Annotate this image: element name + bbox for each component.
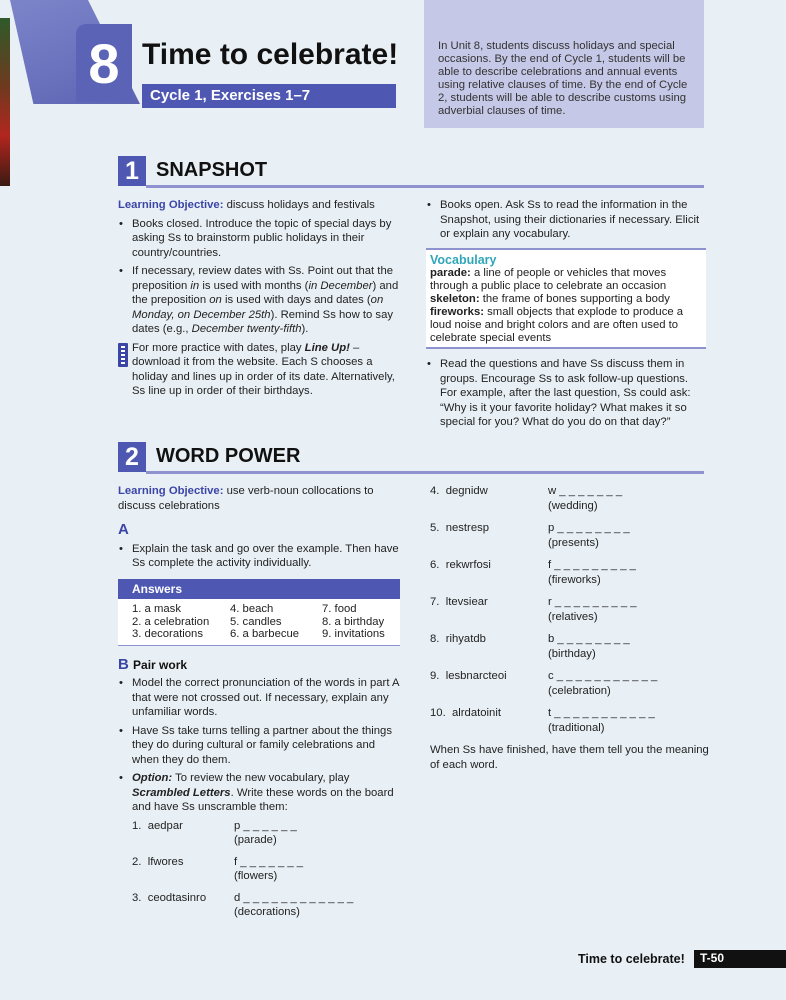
snapshot-right-column — [426, 198, 706, 434]
answers-title: Answers — [118, 579, 400, 600]
celebration-photo-edge — [0, 18, 10, 186]
scrambled-item: 7. ltevsiear r _ _ _ _ _ _ _ _ _ (relatives) — [430, 596, 637, 623]
word-power-right-column — [430, 484, 710, 776]
vocab-entry: skeleton: the frame of bones supporting a body — [430, 293, 670, 305]
list-item: • Have Ss take turns telling a partner about the things they do during cultural or family celebrations and when they do them. — [118, 724, 400, 768]
vocabulary-box — [426, 248, 706, 350]
unit-title: Time to celebrate! — [142, 38, 399, 71]
lo-text: discuss holidays and festivals — [223, 199, 375, 211]
section-number: 2 — [118, 442, 146, 472]
answer: 4. beach — [230, 603, 274, 615]
section-rule — [146, 471, 704, 474]
closing-instruction: When Ss have finished, have them tell you the meaning of each word. — [430, 744, 709, 771]
scrambled-item: 1. aedpar p _ _ _ _ _ _ (parade) — [132, 819, 297, 846]
lo-label: Learning Objective: — [118, 485, 224, 497]
answer: 7. food — [322, 603, 357, 615]
scrambled-item: 3. ceodtasinro d _ _ _ _ _ _ _ _ _ _ _ _ (decorations) — [132, 891, 354, 918]
answer: 3. decorations — [132, 628, 203, 640]
list-item: • Books open. Ask Ss to read the information in the Snapshot, using their dictionaries if necessary. Elicit or explain any vocabulary. — [426, 198, 706, 242]
section-title: WORD POWER — [156, 445, 301, 467]
footer-title: Time to celebrate! — [578, 952, 685, 966]
vocab-entry: parade: a line of people or vehicles that moves through a public place to celebrate an occasion — [430, 267, 667, 292]
scrambled-item: 2. lfwores f _ _ _ _ _ _ _ (flowers) — [132, 855, 304, 882]
part-a-label: A — [118, 521, 129, 538]
answer: 8. a birthday — [322, 615, 385, 628]
lo-label: Learning Objective: — [118, 199, 224, 211]
download-activity: For more practice with dates, play Line Up! – download it from the website. Each S chooses a holiday and lines up in order of its date. Alternatively, Ss line up in order of their birthdays. — [118, 341, 400, 399]
scrambled-item: 4. degnidw w _ _ _ _ _ _ _ (wedding) — [430, 485, 623, 512]
answer: 1. a mask — [132, 603, 181, 615]
answer: 9. invitations — [322, 628, 385, 640]
list-item: • Option: To review the new vocabulary, play Scrambled Letters. Write these words on the board and have Ss unscramble them: — [118, 771, 400, 815]
section-rule — [146, 185, 704, 188]
scrambled-item: 10. alrdatoinit t _ _ _ _ _ _ _ _ _ _ _ (traditional) — [430, 707, 655, 734]
lo-text: use verb-noun collocations to discuss celebrations — [118, 485, 374, 512]
scrambled-list-left — [118, 819, 400, 919]
page-number: T-50 — [694, 950, 786, 968]
section-header-word-power — [118, 442, 704, 474]
scrambled-item: 5. nestresp p _ _ _ _ _ _ _ _ (presents) — [430, 522, 630, 549]
answers-box — [118, 579, 400, 646]
list-item: • Explain the task and go over the example. Then have Ss complete the activity individually. — [118, 542, 400, 571]
word-power-left-column — [118, 484, 400, 927]
scrambled-item: 8. rihyatdb b _ _ _ _ _ _ _ _ (birthday) — [430, 633, 630, 660]
section-header-snapshot — [118, 156, 704, 188]
section-title: SNAPSHOT — [156, 159, 268, 181]
section-number: 1 — [118, 156, 146, 186]
list-item: • Model the correct pronunciation of the words in part A that were not crossed out. If necessary, explain any unfamiliar words. — [118, 676, 400, 720]
list-item: • Read the questions and have Ss discuss them in groups. Encourage Ss to ask follow-up questions. For example, after the last question, Ss could ask: “Why is it your favorite holiday? What makes it so special for you? What do you do on that day?” — [426, 357, 706, 430]
answer: 6. a barbecue — [230, 628, 300, 640]
download-icon — [118, 343, 128, 367]
scrambled-item: 6. rekwrfosi f _ _ _ _ _ _ _ _ _ (fireworks) — [430, 559, 636, 586]
vocab-entry: fireworks: small objects that explode to produce a loud noise and bright colors and are often used to celebrate special events — [430, 306, 684, 344]
unit-intro: In Unit 8, students discuss holidays and special occasions. By the end of Cycle 1, students will be able to describe celebrations and annual events using relative clauses of time. By the end of Cycle 2, students will be able to describe customs using adverbial clauses of time. — [424, 0, 704, 128]
answers-grid — [118, 599, 400, 645]
part-b-title: Pair work — [133, 657, 188, 672]
vocabulary-title: Vocabulary — [430, 252, 497, 267]
scrambled-item: 9. lesbnarcteoi c _ _ _ _ _ _ _ _ _ _ _ (celebration) — [430, 670, 658, 697]
list-item: • Books closed. Introduce the topic of special days by asking Ss to brainstorm public holidays in their country/countries. — [118, 217, 400, 261]
part-b-label: B Pair work — [118, 655, 188, 673]
cycle-label: Cycle 1, Exercises 1–7 — [142, 84, 396, 108]
snapshot-left-column — [118, 198, 400, 403]
unit-number: 8 — [76, 24, 132, 102]
answer: 5. candles — [230, 615, 282, 628]
answer: 2. a celebration — [132, 615, 210, 628]
list-item: • If necessary, review dates with Ss. Point out that the preposition in is used with months (in December) and the preposition on is used with days and dates (on Monday, on December 25th). Remind Ss how to say dates (e.g., December twenty-fifth). — [118, 264, 400, 337]
learning-objective — [118, 484, 400, 513]
learning-objective — [118, 198, 400, 213]
